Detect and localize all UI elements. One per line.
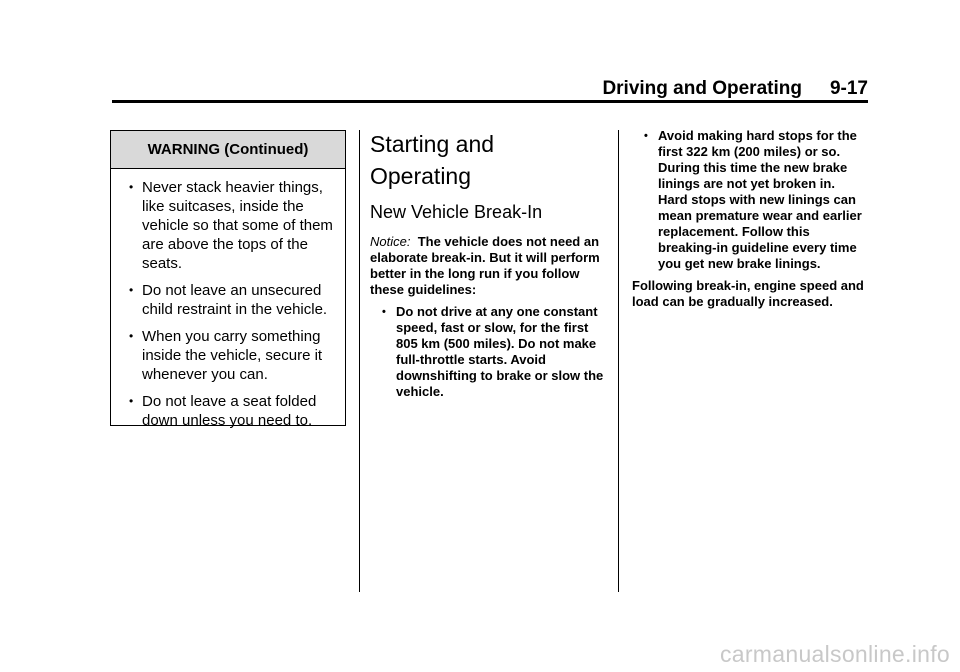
warning-item: • Do not leave a seat folded down unless you need to.	[129, 392, 339, 430]
page-header	[112, 78, 868, 100]
warning-item: • Never stack heavier things, like suitcases, inside the vehicle so that some of them are above the tops of the seats.	[129, 178, 339, 273]
column-divider	[618, 130, 619, 592]
warning-item: • When you carry something inside the vehicle, secure it whenever you can.	[129, 327, 339, 384]
break-in-item: • Do not drive at any one constant speed, fast or slow, for the first 805 km (500 miles). Do not make full-throttle starts. Avoid downshifting to brake or slow the vehicle.	[392, 304, 608, 400]
section-title	[370, 128, 608, 192]
warning-box	[110, 130, 346, 429]
closing-paragraph: Following break-in, engine speed and load can be gradually increased.	[632, 278, 864, 309]
header-page-number: 9-17	[829, 78, 868, 99]
warning-item: • Do not leave an unsecured child restraint in the vehicle.	[129, 281, 339, 319]
notice-text: The vehicle does not need an elaborate break-in. But it will perform better in the long run if you follow these guidelines:	[370, 234, 600, 297]
subsection-title: New Vehicle Break-In	[370, 202, 543, 222]
column-middle	[370, 128, 608, 400]
warning-title: WARNING (Continued)	[111, 131, 345, 169]
column-divider	[359, 130, 360, 592]
break-in-list	[632, 128, 868, 272]
watermark: carmanualsonline.info	[719, 641, 950, 667]
break-in-list	[370, 304, 608, 400]
notice-label: Notice:	[370, 234, 411, 249]
section-title-line: Starting and	[370, 131, 495, 157]
header-section-title: Driving and Operating	[602, 78, 802, 99]
header-rule	[112, 100, 868, 103]
break-in-item: • Avoid making hard stops for the first 322 km (200 miles) or so. During this time the new brake linings are not yet broken in. Hard stops with new linings can mean premature wear and earlier replacement. Follow this breaking-in guideline every time you get new brake linings.	[654, 128, 868, 272]
warning-list	[111, 169, 345, 430]
column-right	[632, 128, 868, 310]
notice-paragraph	[370, 234, 608, 298]
section-title-line: Operating	[370, 163, 472, 189]
